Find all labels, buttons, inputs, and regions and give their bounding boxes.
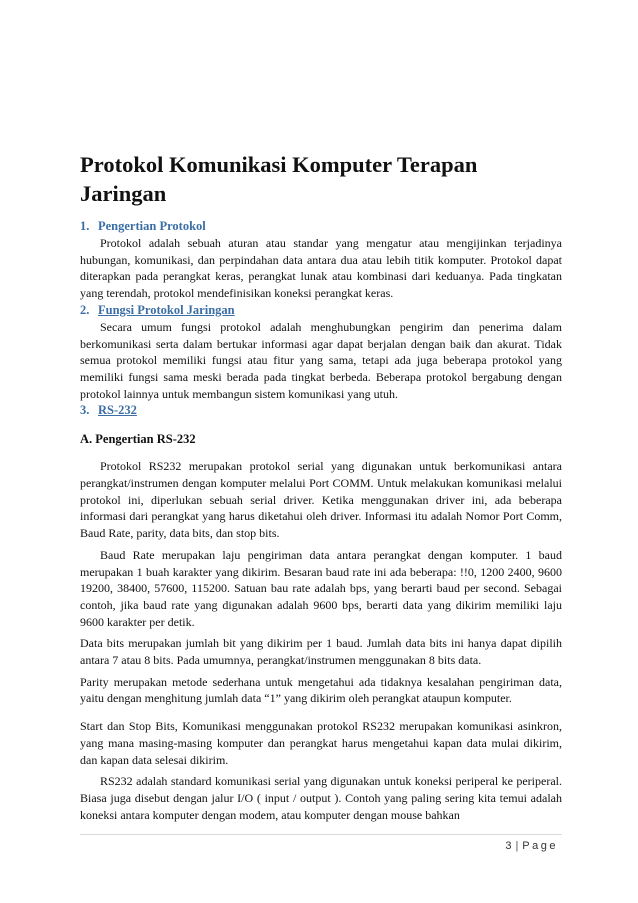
section-heading-text: Pengertian Protokol	[98, 219, 206, 233]
section-heading	[80, 402, 562, 419]
section-fungsi-protokol	[80, 302, 562, 403]
page-footer	[505, 840, 558, 852]
section-body: Secara umum fungsi protokol adalah menghubungkan pengirim dan penerima dalam berkomunikasi serta dalam bertukar informasi agar dapat berjalan dengan baik dan akurat. Tidak semua protokol memiliki fungsi atau fitur yang sama, tetapi ada juga beberapa protokol yang memiliki fungsi sama meski berada pada tingkat berbeda. Beberapa protokol bergabung dengan protokol lainnya untuk membangun sistem komunikasi yang utuh.	[80, 319, 562, 401]
document-page	[80, 150, 562, 823]
page-label: Page	[522, 840, 558, 852]
paragraph-parity: Parity merupakan metode sederhana untuk mengetahui ada tidaknya kesalahan pengiriman data, yaitu dengan menghitung jumlah data “1” yang dikirim oleh perangkat ataupun komputer.	[80, 674, 562, 706]
paragraph-data-bits: Data bits merupakan jumlah bit yang dikirim per 1 baud. Jumlah data bits ini hanya dapat dipilih antara 7 atau 8 bits. Pada umumnya, perangkat/instrumen menggunakan 8 bits data.	[80, 636, 562, 668]
paragraph-baud-rate: Baud Rate merupakan laju pengiriman data antara perangkat dengan komputer. 1 baud merupakan 1 buah karakter yang dikirim. Besaran baud rate ini ada beberapa: !!0, 1200 2400, 9600 19200, 38400, 57600, 115200. Satuan bau rate adalah bps, yang berarti baud per second. Sebagai contoh, jika baud rate yang digunakan adalah 9600 bps, berarti data yang dikirim memiliki laju 9600 karakter per detik.	[80, 547, 562, 629]
section-heading	[80, 302, 562, 319]
subsection-heading: A. Pengertian RS-232	[80, 432, 196, 447]
footer-separator: |	[515, 840, 519, 852]
section-heading-text: RS-232	[98, 403, 137, 418]
section-number: 2.	[80, 302, 90, 317]
section-pengertian-protokol	[80, 218, 562, 302]
section-body: Protokol adalah sebuah aturan atau standar yang mengatur atau mengijinkan terjadinya hubungan, komunikasi, dan perpindahan data antara dua atau lebih titik komputer. Protokol dapat diterapkan pada perangkat keras, perangkat lunak atau kombinasi dari keduanya. Pada tingkatan yang terendah, protokol mendefinisikan koneksi perangkat keras.	[80, 236, 562, 301]
section-number: 3.	[80, 403, 90, 418]
document-title: Protokol Komunikasi Komputer Terapan Jaringan	[80, 152, 478, 206]
paragraph-start-stop-bits: Start dan Stop Bits, Komunikasi menggunakan protokol RS232 merupakan komunikasi asinkron, yang mana masing-masing komputer dan perangkat harus mengetahui kapan data mulai dikirim, dan kapan data selesai dikirim.	[80, 719, 562, 767]
page-number: 3	[505, 840, 512, 852]
section-heading	[80, 218, 562, 235]
footer-divider	[80, 834, 562, 835]
section-heading-text: Fungsi Protokol Jaringan	[98, 302, 235, 317]
paragraph-rs232-standard: RS232 adalah standard komunikasi serial yang digunakan untuk koneksi periperal ke periperal. Biasa juga disebut dengan jalur I/O ( input / output ). Contoh yang paling sering kita temui adalah koneksi antara komputer dengan modem, atau komputer dengan mouse bahkan	[80, 774, 562, 822]
section-rs232	[80, 402, 562, 419]
paragraph-rs232-intro: Protokol RS232 merupakan protokol serial yang digunakan untuk berkomunikasi antara perangkat/instrumen dengan komputer melalui Port COMM. Untuk melakukan komunikasi melalui protokol ini, diperlukan sebuah serial driver. Ketika menggunakan driver ini, ada beberapa informasi dari perangkat yang harus diketahui oleh driver. Informasi itu adalah Nomor Port Comm, Baud Rate, parity, data bits, dan stop bits.	[80, 459, 562, 541]
section-number: 1.	[80, 219, 90, 233]
